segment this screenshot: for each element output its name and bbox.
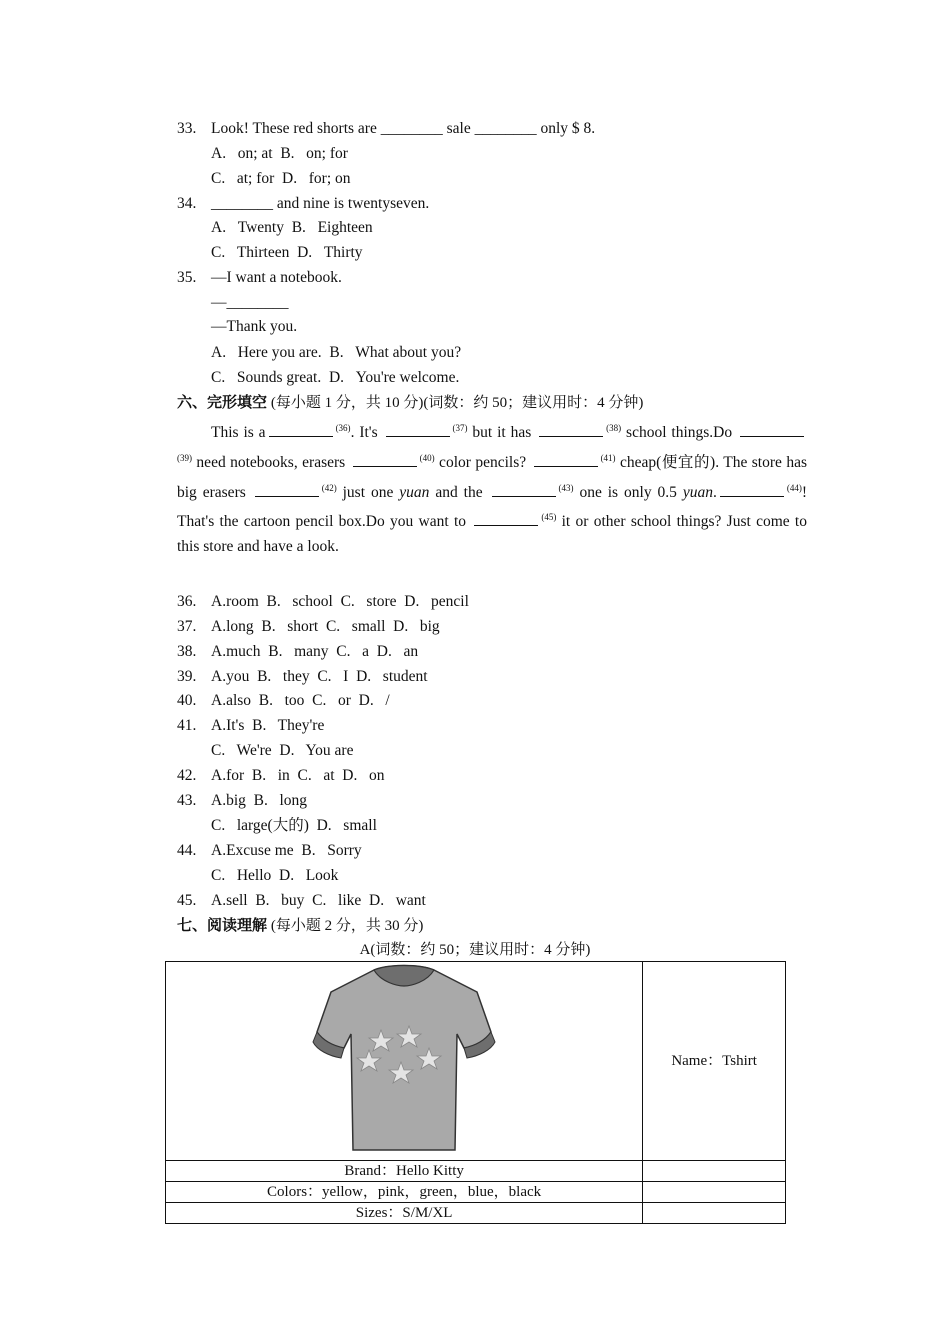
passage-text: This is a: [211, 424, 266, 441]
option-text: for; on: [308, 170, 351, 187]
empty-cell: [643, 1203, 786, 1224]
blank-44-label: (44): [786, 482, 802, 493]
q35-options-row2: [211, 368, 459, 388]
passage-text: it or other school things? Just come to this store and have a look.: [177, 513, 807, 556]
q36-number: 36.: [177, 593, 197, 610]
part-a-title: A(词数：约 50；建议用时：4 分钟): [359, 942, 591, 958]
passage-text: .: [712, 483, 717, 501]
option-text: Thirty: [323, 244, 363, 261]
blank-42-label: (42): [321, 482, 337, 493]
q44-options-row2: C. Hello D. Look: [211, 867, 339, 884]
q33-options-row1: [211, 144, 348, 164]
option-letter: B.: [291, 219, 306, 236]
section-6-note: (每小题 1 分，共 10 分)(词数：约 50；建议用时：4 分钟): [270, 395, 644, 411]
blank-39: [740, 422, 804, 437]
passage-text: and the: [429, 483, 489, 501]
name-cell: Name：Tshirt: [643, 962, 786, 1161]
q33-number: 33.: [177, 120, 197, 137]
passage-text: school things.Do: [621, 424, 738, 441]
blank-41-label: (41): [600, 452, 616, 463]
blank-41: [534, 452, 598, 467]
blank-38-label: (38): [606, 423, 622, 433]
option-text: at; for: [236, 170, 275, 187]
blank-45-label: (45): [541, 512, 557, 523]
tshirt-body: [317, 966, 491, 1151]
blank-43: [492, 482, 556, 497]
empty-cell: [643, 1182, 786, 1203]
q40-options: A.also B. too C. or D. /: [211, 692, 390, 709]
passage-italic: yuan: [682, 483, 713, 501]
option-letter: D.: [328, 369, 345, 386]
option-text: on; for: [306, 145, 348, 162]
product-info-table: [165, 961, 786, 1224]
option-text: Eighteen: [317, 219, 373, 236]
brand-cell: Brand：Hello Kitty: [166, 1161, 643, 1182]
passage-text: color pencils?: [434, 453, 531, 471]
option-text: on; at: [237, 145, 273, 162]
option-letter: C.: [211, 369, 226, 386]
cloze-passage: [177, 416, 807, 560]
section-7-heading: [177, 915, 423, 936]
blank-43-label: (43): [558, 482, 574, 493]
option-text: You're welcome.: [355, 369, 460, 386]
section-6-heading: [177, 392, 643, 413]
option-letter: D.: [297, 244, 313, 261]
q38-number: 38.: [177, 643, 197, 660]
q43-options-row2: C. large(大的) D. small: [211, 817, 377, 834]
option-letter: C.: [211, 244, 226, 261]
q38-options: A.much B. many C. a D. an: [211, 643, 419, 660]
q33-stem: Look! These red shorts are ________ sale ________ only $ 8.: [211, 120, 596, 137]
q42-options: A.for B. in C. at D. on: [211, 767, 385, 784]
blank-45: [474, 511, 538, 526]
blank-39-label: (39): [177, 452, 192, 463]
option-letter: D.: [282, 170, 298, 187]
passage-text: ! That's the cartoon pencil box.Do you want to: [177, 483, 807, 531]
q35-options-row1: [211, 343, 461, 363]
q43-number: 43.: [177, 792, 197, 809]
q35-line2: —________: [211, 294, 289, 311]
passage-text: . It's: [350, 424, 383, 441]
q33-options-row2: [211, 169, 351, 189]
q39-options: A.you B. they C. I D. student: [211, 668, 428, 685]
option-text: Here you are.: [237, 344, 322, 361]
section-6-title: 六、完形填空: [177, 393, 268, 411]
q40-number: 40.: [177, 692, 197, 709]
blank-37: [386, 422, 450, 437]
option-letter: A.: [211, 145, 227, 162]
sizes-cell: Sizes：S/M/XL: [166, 1203, 643, 1224]
q37-number: 37.: [177, 618, 197, 635]
passage-text: need notebooks, erasers: [192, 453, 350, 471]
q34-options-row1: [211, 218, 373, 238]
q35-line1: —I want a notebook.: [211, 269, 342, 286]
option-letter: A.: [211, 219, 227, 236]
q36-options: A.room B. school C. store D. pencil: [211, 593, 469, 610]
q39-number: 39.: [177, 668, 197, 685]
option-letter: B.: [329, 344, 344, 361]
passage-text: The store has big erasers: [177, 453, 807, 501]
option-text: Twenty: [237, 219, 284, 236]
option-letter: C.: [211, 170, 226, 187]
passage-italic: yuan: [399, 483, 430, 501]
q34-options-row2: [211, 243, 363, 263]
option-text: Thirteen: [236, 244, 290, 261]
empty-cell: [643, 1161, 786, 1182]
q35-line3: —Thank you.: [211, 318, 298, 335]
option-letter: B.: [280, 145, 295, 162]
q34-stem: ________ and nine is twentyseven.: [211, 195, 430, 212]
q44-number: 44.: [177, 842, 197, 859]
section-7-title: 七、阅读理解: [177, 916, 268, 934]
blank-38: [539, 422, 603, 437]
q42-number: 42.: [177, 767, 197, 784]
q34-number: 34.: [177, 195, 197, 212]
colors-cell: Colors：yellow，pink，green，blue，black: [166, 1182, 643, 1203]
blank-44: [720, 482, 784, 497]
blank-40: [353, 452, 417, 467]
tshirt-image-cell: [166, 962, 643, 1161]
q37-options: A.long B. short C. small D. big: [211, 618, 440, 635]
q41-number: 41.: [177, 717, 197, 734]
q44-options: A.Excuse me B. Sorry: [211, 842, 362, 859]
q35-number: 35.: [177, 269, 197, 286]
option-text: What about you?: [355, 344, 462, 361]
option-text: Sounds great.: [236, 369, 322, 386]
option-letter: A.: [211, 344, 227, 361]
q41-options: A.It's B. They're: [211, 717, 325, 734]
q41-options-row2: C. We're D. You are: [211, 742, 354, 759]
blank-36-label: (36): [335, 423, 351, 433]
blank-37-label: (37): [452, 423, 468, 433]
q43-options: A.big B. long: [211, 792, 308, 809]
passage-text: but it has: [467, 424, 537, 441]
q45-number: 45.: [177, 892, 197, 909]
passage-text: one is only 0.5: [573, 483, 683, 501]
passage-text: just one: [336, 483, 400, 501]
blank-36: [269, 422, 333, 437]
blank-40-label: (40): [419, 452, 435, 463]
blank-42: [255, 482, 319, 497]
section-7-note: (每小题 2 分，共 30 分): [270, 918, 424, 934]
tshirt-image: [309, 962, 499, 1154]
passage-text: cheap(便宜的).: [615, 453, 720, 471]
q45-options: A.sell B. buy C. like D. want: [211, 892, 426, 909]
